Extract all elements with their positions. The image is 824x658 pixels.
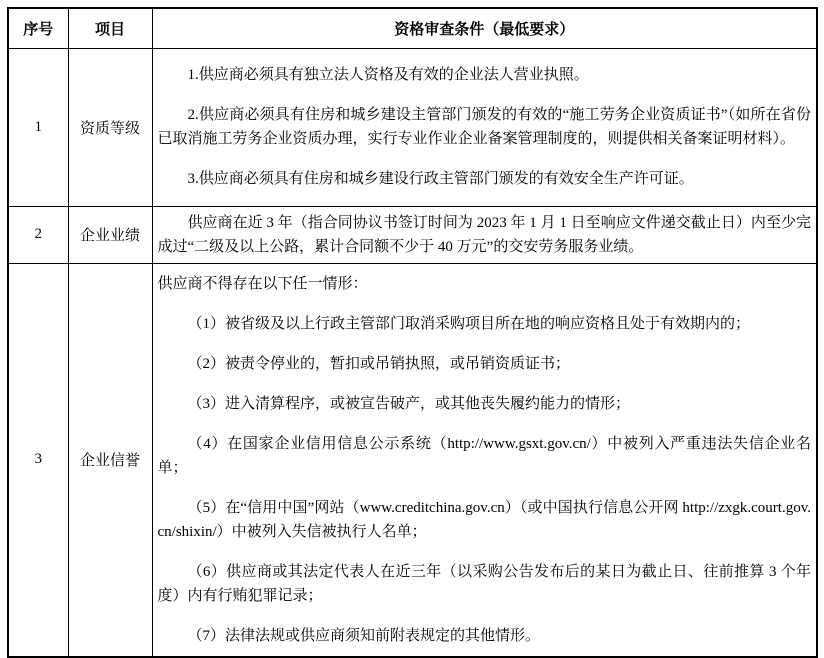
row-item-label: 企业业绩 (68, 206, 152, 263)
row-item-label: 企业信誉 (68, 263, 152, 657)
condition-paragraph: （1）被省级及以上行政主管部门取消采购项目所在地的响应资格且处于有效期内的； (187, 315, 751, 332)
row-item-label: 资质等级 (68, 48, 152, 206)
condition-paragraph: （4）在国家企业信用信息公示系统（http://www.gsxt.gov.cn/）中被列入严重违法失信企业名单； (157, 435, 811, 476)
table-row-enterprise-reputation (8, 263, 817, 657)
table-row-enterprise-performance (8, 206, 817, 263)
condition-paragraph: 2.供应商必须具有住房和城乡建设主管部门颁发的有效的“施工劳务企业资质证书”（如所在省份已取消施工劳务企业资质办理，实行专业作业企业备案管理制度的，则提供相关备案证明材料）。 (157, 107, 811, 147)
condition-paragraph: （7）法律法规或供应商须知前附表规定的其他情形。 (187, 627, 541, 644)
header-cell-criteria: 资格审查条件（最低要求） (152, 8, 817, 48)
condition-paragraph: （2）被责令停业的，暂扣或吊销执照，或吊销资质证书； (187, 355, 571, 372)
row-conditions-cell (152, 206, 817, 263)
qualification-review-table (7, 7, 818, 658)
condition-paragraph: 3.供应商必须具有住房和城乡建设行政主管部门颁发的有效安全生产许可证。 (187, 171, 694, 187)
header-cell-item: 项目 (68, 8, 152, 48)
header-cell-no: 序号 (8, 8, 68, 48)
condition-paragraph: 供应商不得存在以下任一情形： (157, 275, 368, 292)
table-row-qualification-level (8, 48, 817, 206)
row-conditions-cell (152, 48, 817, 206)
condition-paragraph: （6）供应商或其法定代表人在近三年（以采购公告发布后的某日为截止日、往前推算 3 个年度）内有行贿犯罪记录； (157, 563, 811, 604)
row-number: 1 (8, 48, 68, 206)
condition-paragraph: 1.供应商必须具有独立法人资格及有效的企业法人营业执照。 (187, 67, 589, 83)
condition-paragraph: （5）在“信用中国”网站（www.creditchina.gov.cn）（或中国执行信息公开网 http://zxgk.court.gov.cn/shixin/）中被列入失信被执行人名单； (157, 499, 811, 540)
row-number: 3 (8, 263, 68, 657)
condition-paragraph: 供应商在近 3 年（指合同协议书签订时间为 2023 年 1 月 1 日至响应文件递交截止日）内至少完成过“二级及以上公路，累计合同额不少于 40 万元”的交安劳务服务业绩。 (157, 214, 811, 255)
row-conditions-cell (152, 263, 817, 657)
row-number: 2 (8, 206, 68, 263)
header-row (8, 8, 817, 48)
condition-paragraph: （3）进入清算程序，或被宣告破产，或其他丧失履约能力的情形； (187, 395, 631, 412)
